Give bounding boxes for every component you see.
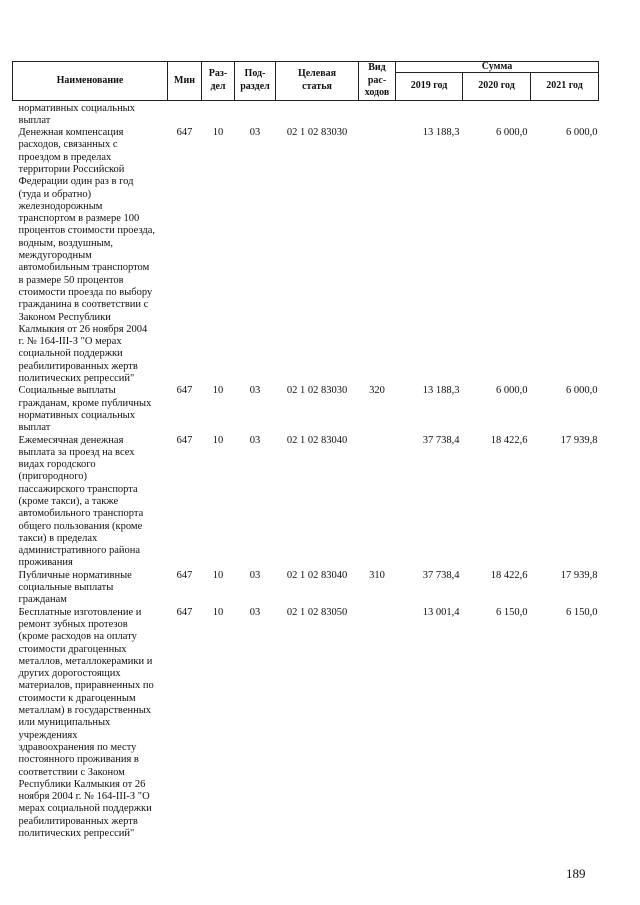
expense-type-cell <box>359 127 396 385</box>
continuation-text: нормативных социальных выплат <box>18 102 135 126</box>
amount-2021-cell: 6 000,0 <box>566 385 598 397</box>
target-article-cell: 02 1 02 83030 <box>286 385 348 397</box>
expense-type-cell: 310 <box>369 569 385 581</box>
amount-2021-cell: 6 150,0 <box>566 606 598 618</box>
target-article-cell: 02 1 02 83040 <box>286 569 348 581</box>
subsection-cell: 03 <box>249 127 261 139</box>
table-row <box>13 607 599 841</box>
header-ministry: Мин <box>168 62 202 101</box>
amount-2019-cell: 13 001,4 <box>422 606 460 618</box>
amount-2019-cell: 13 188,3 <box>422 385 460 397</box>
header-name: Наименование <box>13 62 168 101</box>
table-row <box>13 385 599 434</box>
ministry-code-cell: 647 <box>176 569 193 581</box>
expense-type-cell <box>359 607 396 841</box>
row-name-cell: Денежная компенсация расходов, связанных с проездом в пределах территории Российской Федерации один раз в год (туда и обратно) железнодорожным транспортом в размере 100 процентов стоимости проезда, водным, воздушным, междугородным автомобильным транспортом в размере 50 процентов стоимости проезда по выбору гражданина в соответствии с Законом Республики Калмыкия от 26 ноября 2004 г. № 164-III-З "О мерах социальной поддержки реабилитированных жертв политических репрессий" <box>18 127 156 385</box>
subsection-cell: 03 <box>249 434 261 446</box>
table-row <box>13 435 599 570</box>
amount-2019-cell: 13 188,3 <box>422 127 460 139</box>
header-subsection: Под- раздел <box>235 62 276 101</box>
subsection-cell: 03 <box>249 385 261 397</box>
subsection-cell: 03 <box>249 606 261 618</box>
header-target-article: Целевая статья <box>276 62 359 101</box>
ministry-code-cell: 647 <box>176 127 193 139</box>
page-number: 189 <box>566 866 586 881</box>
header-sum: Сумма <box>396 62 599 73</box>
expense-type-cell: 320 <box>369 385 385 397</box>
target-article-cell: 02 1 02 83040 <box>286 434 348 446</box>
amount-2020-cell: 18 422,6 <box>490 434 528 446</box>
ministry-code-cell: 647 <box>176 385 193 397</box>
section-cell: 10 <box>212 569 224 581</box>
continuation-row <box>13 100 599 127</box>
subsection-cell: 03 <box>249 569 261 581</box>
header-expense-type: Вид рас- ходов <box>359 62 396 101</box>
expense-type-cell <box>359 435 396 570</box>
row-name-cell: Ежемесячная денежная выплата за проезд на всех видах городского (пригородного) пассажирского транспорта (кроме такси), а также автомобильного транспорта общего пользования (кроме такси) в пределах административного района проживания <box>18 434 144 569</box>
amount-2021-cell: 17 939,8 <box>560 569 598 581</box>
amount-2019-cell: 37 738,4 <box>422 434 460 446</box>
amount-2019-cell: 37 738,4 <box>422 569 460 581</box>
table-row <box>13 570 599 607</box>
row-name-cell: Бесплатные изготовление и ремонт зубных протезов (кроме расходов на оплату стоимости драгоценных металлов, металлокерамики и других дорогостоящих материалов, приравненных по стоимости к драгоценным металлам) в государственных или муниципальных учреждениях здравоохранения по месту постоянного проживания в соответствии с Законом Республики Калмыкия от 26 ноября 2004 г. № 164-III-З "О мерах социальной поддержки реабилитированных жертв политических репрессий" <box>18 606 154 840</box>
header-year-2021: 2021 год <box>531 73 599 100</box>
row-name-cell: Социальные выплаты гражданам, кроме публичных нормативных социальных выплат <box>18 385 152 434</box>
table-body <box>13 100 599 840</box>
ministry-code-cell: 647 <box>176 434 193 446</box>
amount-2020-cell: 18 422,6 <box>490 569 528 581</box>
amount-2020-cell: 6 150,0 <box>496 606 528 618</box>
amount-2020-cell: 6 000,0 <box>496 385 528 397</box>
row-name-cell: Публичные нормативные социальные выплаты гражданам <box>18 569 132 606</box>
target-article-cell: 02 1 02 83030 <box>286 127 348 139</box>
amount-2020-cell: 6 000,0 <box>496 127 528 139</box>
section-cell: 10 <box>212 434 224 446</box>
header-year-2019: 2019 год <box>396 73 463 100</box>
budget-table <box>12 61 599 840</box>
header-section: Раз- дел <box>202 62 235 101</box>
ministry-code-cell: 647 <box>176 606 193 618</box>
section-cell: 10 <box>212 127 224 139</box>
header-row-top <box>13 62 599 73</box>
section-cell: 10 <box>212 606 224 618</box>
section-cell: 10 <box>212 385 224 397</box>
target-article-cell: 02 1 02 83050 <box>286 606 348 618</box>
header-year-2020: 2020 год <box>463 73 531 100</box>
table-header <box>13 62 599 101</box>
table-row <box>13 127 599 385</box>
amount-2021-cell: 6 000,0 <box>566 127 598 139</box>
amount-2021-cell: 17 939,8 <box>560 434 598 446</box>
